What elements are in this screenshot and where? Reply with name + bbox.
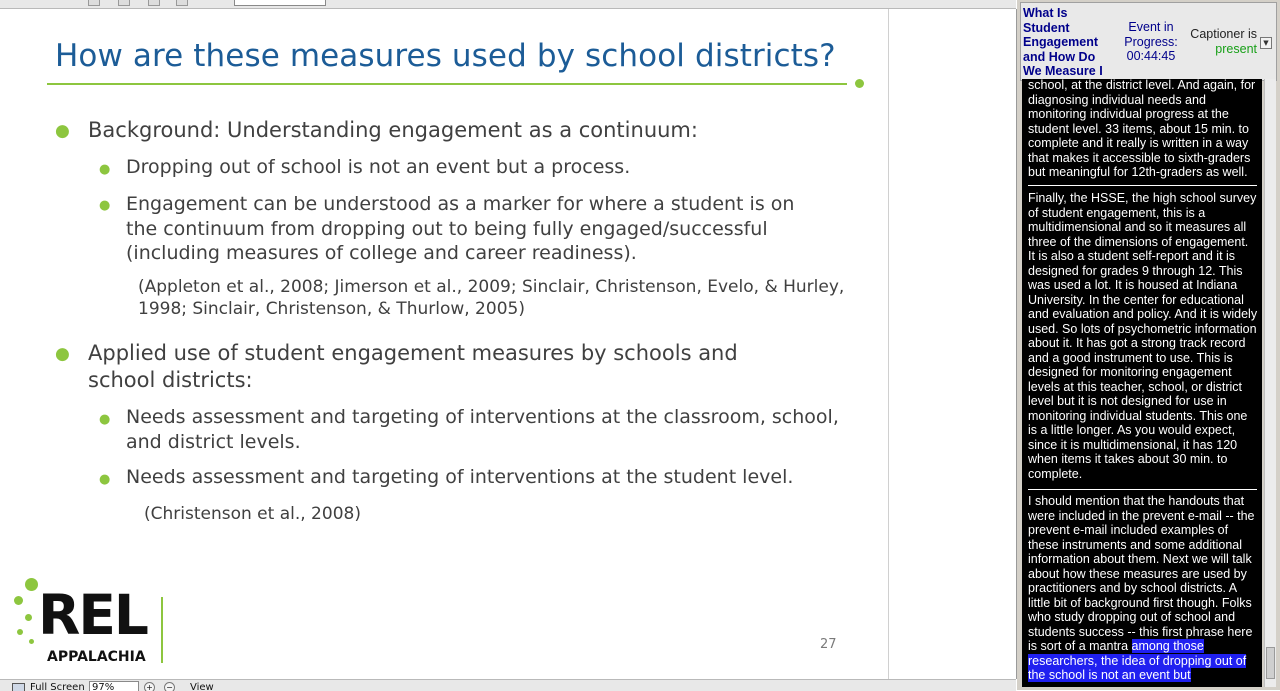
bullet-applied-use: Applied use of student engagement measures by schools and school districts: bbox=[88, 341, 738, 392]
logo-dot bbox=[29, 639, 34, 644]
logo-region: APPALACHIA bbox=[47, 649, 146, 665]
bullet-icon: ● bbox=[99, 162, 111, 177]
logo-dot bbox=[25, 578, 38, 591]
bullet-icon: ● bbox=[55, 344, 70, 364]
caption-paragraph: school, at the district level. And again, for diagnosing individual needs and monitoring individual progress at the student level. 33 items, about 15 min. to complete and it really is written in a way that makes it accessible to sixth-graders but meaningful for 12th-graders as well. bbox=[1028, 79, 1256, 179]
subbullet-student-level: Needs assessment and targeting of interventions at the student level. bbox=[126, 466, 794, 488]
rel-appalachia-logo bbox=[12, 575, 172, 675]
captioner-state: present bbox=[1215, 41, 1257, 56]
slide-page-number: 27 bbox=[820, 637, 837, 652]
caption-separator bbox=[1028, 185, 1257, 186]
toolbar-button[interactable] bbox=[176, 0, 188, 6]
slide-title: How are these measures used by school districts? bbox=[55, 38, 836, 74]
citation: (Christenson et al., 2008) bbox=[144, 504, 361, 524]
scrollbar-thumb[interactable] bbox=[1266, 647, 1275, 679]
logo-divider bbox=[161, 597, 163, 663]
caption-separator bbox=[1028, 489, 1257, 490]
caption-text: I should mention that the handouts that were included in the prevent e-mail -- the prevent e-mail included examples of these instruments and some additional information about them. Next we will talk about how these measures are used by practitioners and by school districts. A little bit of background first though. Folks who study dropping out of school and students success -- this first phrase here is sort of a mantra bbox=[1028, 494, 1255, 653]
zoom-select[interactable]: 97% bbox=[89, 681, 139, 691]
caption-paragraph bbox=[1028, 494, 1258, 683]
title-rule bbox=[47, 83, 847, 85]
subbullet-classroom-level: Needs assessment and targeting of interventions at the classroom, school, and district levels. bbox=[126, 406, 839, 453]
logo-dot bbox=[25, 614, 32, 621]
zoom-in-icon[interactable]: + bbox=[144, 682, 155, 691]
fullscreen-button[interactable]: Full Screen bbox=[30, 682, 85, 691]
caption-transcript[interactable] bbox=[1022, 79, 1262, 687]
dropdown-icon[interactable]: ▼ bbox=[1260, 37, 1272, 49]
toolbar-field[interactable] bbox=[234, 0, 326, 6]
event-status: Event in Progress: 00:44:45 bbox=[1124, 20, 1178, 63]
bullet-background: Background: Understanding engagement as a continuum: bbox=[88, 118, 698, 142]
caption-scrollbar[interactable] bbox=[1264, 79, 1276, 687]
bullet-icon: ● bbox=[55, 121, 70, 141]
toolbar-button[interactable] bbox=[148, 0, 160, 6]
bottom-toolbar bbox=[0, 679, 1016, 691]
logo-dot bbox=[14, 596, 23, 605]
logo-dot bbox=[17, 629, 23, 635]
zoom-out-icon[interactable]: − bbox=[164, 682, 175, 691]
captioner-status bbox=[1183, 27, 1257, 56]
caption-highlight: among those researchers, the idea of dropping out of the school is not an event but bbox=[1028, 639, 1247, 682]
toolbar-button[interactable] bbox=[88, 0, 100, 6]
view-menu[interactable]: View bbox=[190, 682, 214, 691]
caption-header bbox=[1020, 2, 1277, 81]
title-rule-dot bbox=[855, 79, 864, 88]
event-title: What Is Student Engagement and How Do We Measure I bbox=[1023, 6, 1103, 78]
top-toolbar bbox=[0, 0, 1016, 9]
subbullet-dropping-out: Dropping out of school is not an event but a process. bbox=[126, 156, 631, 178]
bullet-icon: ● bbox=[99, 412, 111, 427]
citation: (Appleton et al., 2008; Jimerson et al., 2009; Sinclair, Christenson, Evelo, & Hurley, 1998; Sinclair, Christenson, & Thurlow, 2005) bbox=[138, 277, 845, 319]
bullet-icon: ● bbox=[99, 472, 111, 487]
subbullet-engagement-marker: Engagement can be understood as a marker for where a student is on the continuum from dropping out to being fully engaged/successful (including measures of college and career readiness). bbox=[126, 193, 795, 264]
slide-edge bbox=[888, 9, 889, 679]
bullet-icon: ● bbox=[99, 198, 111, 213]
logo-wordmark: REL bbox=[38, 583, 147, 647]
caption-paragraph: Finally, the HSSE, the high school survey of student engagement, this is a multidimensional and so it measures all three of the dimensions of engagement. It is also a student self-report and it is designed for grades 9 through 12. This was used a lot. It is housed at Indiana University. In the center for educational and evaluation and policy. And it is widely used. So lots of psychometric information about it. It has got a strong track record and a good instrument to use. This is designed for monitoring engagement levels at this teacher, school, or district level but it is not designed for use in monitoring individual students. This one is a little longer. As you would expect, since it is multidimensional, it has 120 when items it takes about 30 min. to complete. bbox=[1028, 191, 1258, 481]
captioner-label: Captioner is bbox=[1190, 27, 1257, 41]
toolbar-button[interactable] bbox=[118, 0, 130, 6]
